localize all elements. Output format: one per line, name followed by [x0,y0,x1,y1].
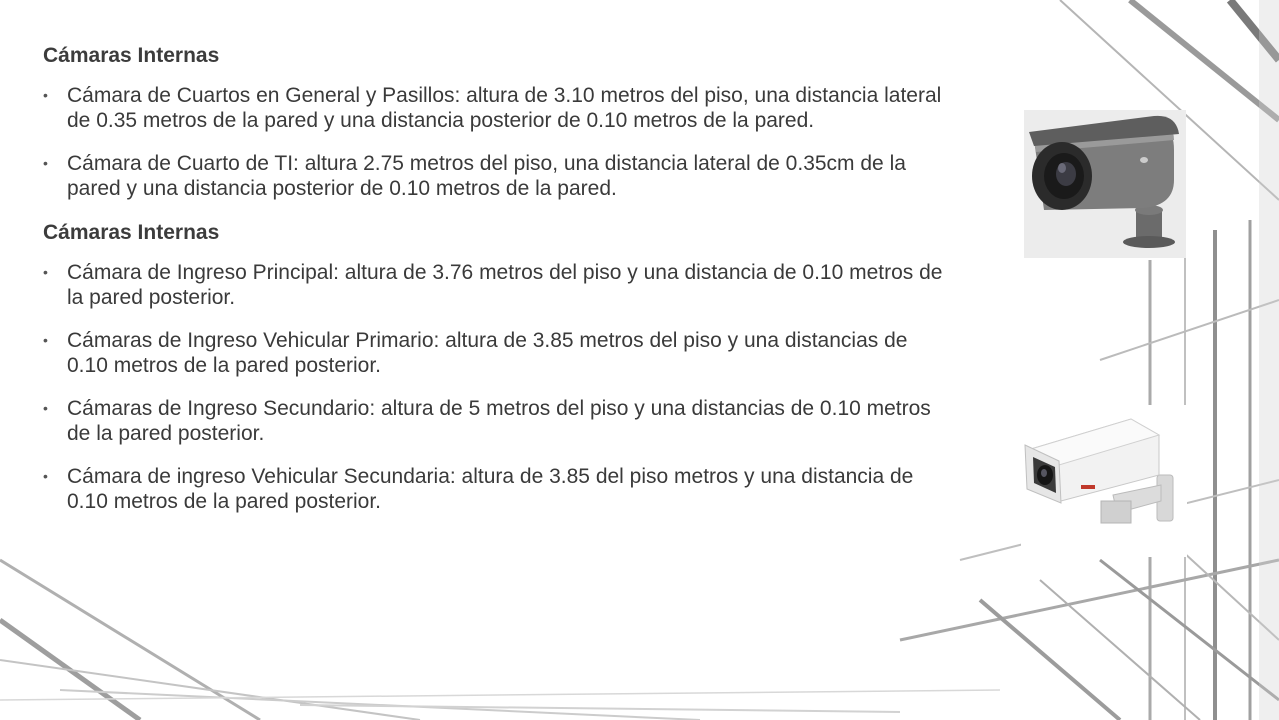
section-heading: Cámaras Internas [43,221,220,244]
box-camera-image [1021,405,1187,557]
bullet-camera-icon [1024,110,1186,258]
bullet-camera-image [1024,110,1186,258]
bullet-item: • Cámara de Cuartos en General y Pasillos: altura de 3.10 metros del piso, una distancia lateral de 0.35 metros de la pared y una distancia posterior de 0.10 metros de la pared. [43,83,943,133]
section-internal-cameras-2 [43,219,943,514]
bullet-item: • Cámaras de Ingreso Vehicular Primario: altura de 3.85 metros del piso y una distancias de 0.10 metros de la pared posterior. [43,328,943,378]
bullet-item: • Cámara de Cuarto de TI: altura 2.75 metros del piso, una distancia lateral de 0.35cm de la pared y una distancia posterior de 0.10 metros de la pared. [43,151,943,201]
section-heading: Cámaras Internas [43,44,220,67]
bullet-list [43,83,943,201]
box-camera-icon [1021,405,1187,557]
section-internal-cameras-1 [43,42,943,201]
bullet-item: • Cámaras de Ingreso Secundario: altura de 5 metros del piso y una distancias de 0.10 metros de la pared posterior. [43,396,943,446]
bullet-item: • Cámara de ingreso Vehicular Secundaria: altura de 3.85 del piso metros y una distancia de 0.10 metros de la pared posterior. [43,464,943,514]
slide-content [43,42,943,532]
bullet-list [43,260,943,514]
bullet-item: • Cámara de Ingreso Principal: altura de 3.76 metros del piso y una distancia de 0.10 metros de la pared posterior. [43,260,943,310]
